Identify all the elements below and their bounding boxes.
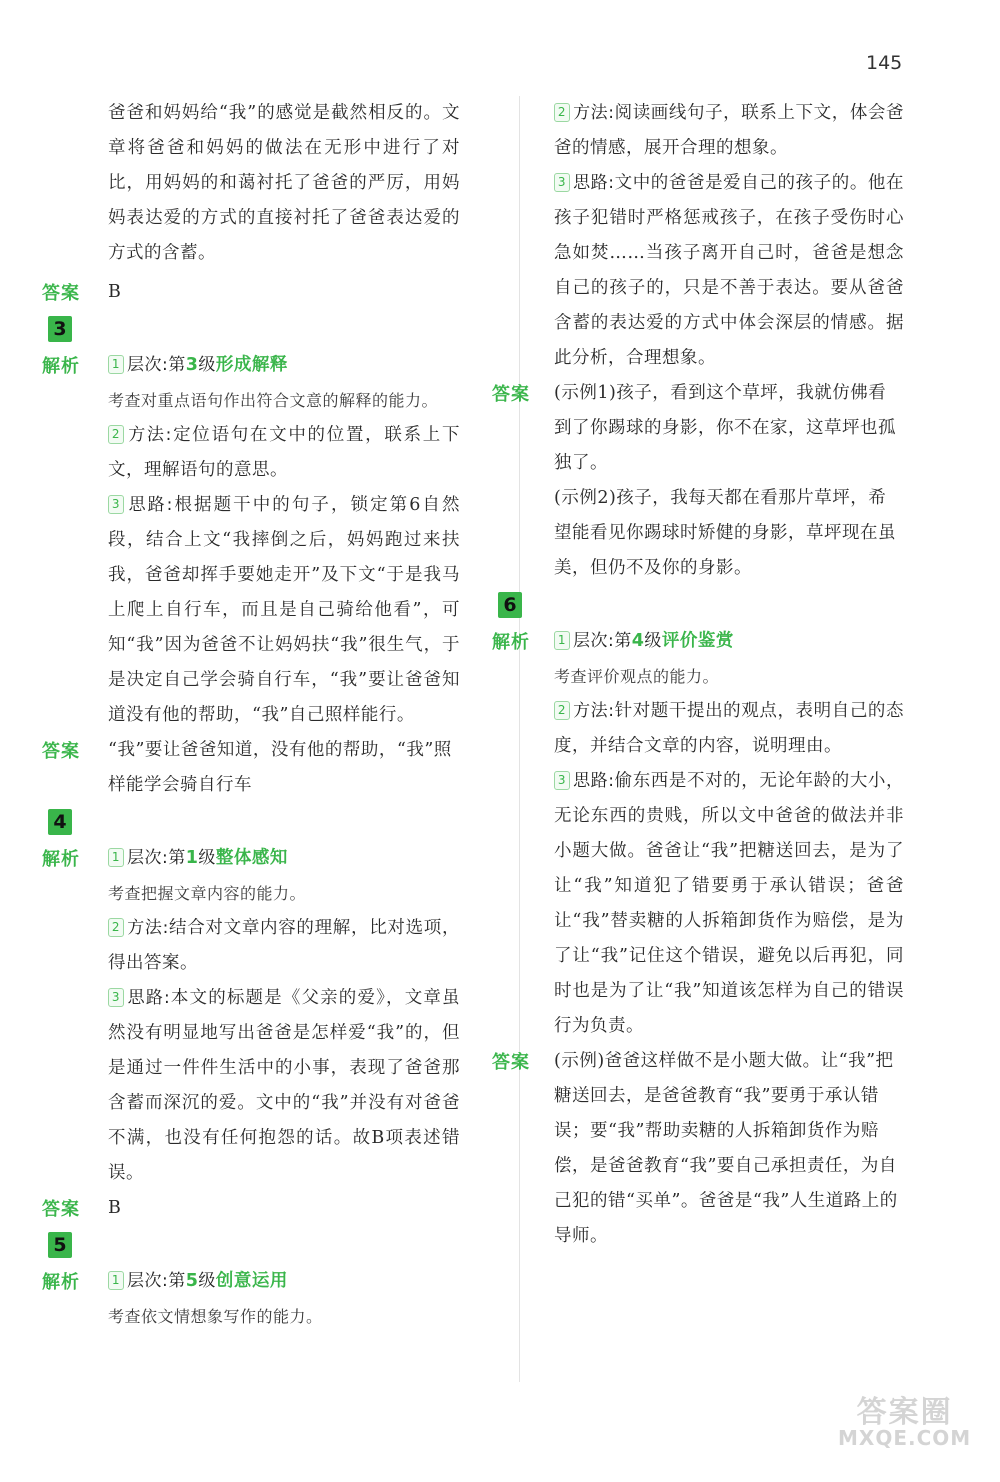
question-3-analysis [42, 348, 460, 733]
question-5-analysis [42, 1264, 460, 1334]
level-name: 整体感知 [215, 848, 288, 868]
answer-text: “我”要让爸爸知道，没有他的帮助，“我”照样能学会骑自行车 [108, 740, 452, 795]
level-number: 3 [185, 355, 199, 375]
answer-label: 答案 [42, 741, 80, 762]
question-4-answer [42, 1191, 460, 1226]
question-number-badge: 5 [48, 1232, 72, 1258]
question-5-answer [492, 376, 904, 586]
step-thinking [554, 166, 904, 376]
question-number-badge: 6 [498, 592, 522, 618]
step-number-icon: 1 [108, 848, 124, 867]
step-thinking-text: 本文的标题是《父亲的爱》，文章虽然没有明显地写出爸爸是怎样爱“我”的，但是通过一件件生活中的小事，表现了爸爸那含蓄而深沉的爱。文中的“我”并没有对爸爸不满，也没有任何抱怨的话。故B项表述错误。 [108, 988, 461, 1183]
step-level-text: 考查对重点语句作出符合文意的解释的能力。 [108, 391, 439, 410]
step-label: 方法: [573, 701, 615, 721]
step-method [108, 418, 460, 488]
step-number-icon: 2 [554, 701, 570, 720]
step-label: 方法: [127, 918, 169, 938]
step-number-icon: 2 [108, 425, 124, 444]
step-label: 层次: [127, 355, 169, 375]
step-thinking-text: 偷东西是不对的，无论年龄的大小，无论东西的贵贱，所以文中爸爸的做法并非小题大做。爸爸让“我”把糖送回去，是为了让“我”知道犯了错要勇于承认错误；爸爸让“我”替卖糖的人拆箱卸货作为赔偿，是为了让“我”记住这个错误，避免以后再犯，同时也是为了让“我”知道该怎样为自己的错误行为负责。 [554, 771, 905, 1036]
step-number-icon: 2 [108, 918, 124, 937]
level-name: 形成解释 [215, 355, 288, 375]
page-number: 145 [866, 52, 903, 74]
question-6-analysis [492, 624, 904, 1044]
analysis-label: 解析 [42, 849, 80, 870]
watermark-en: MXQE.COM [838, 1426, 972, 1450]
answer-label: 答案 [42, 283, 80, 304]
level-prefix: 第 [168, 848, 186, 868]
step-label: 层次: [127, 848, 169, 868]
step-level-text: 考查依文情想象写作的能力。 [108, 1307, 323, 1326]
level-name: 创意运用 [215, 1271, 288, 1291]
level-prefix: 第 [168, 1271, 186, 1291]
step-label: 层次: [573, 631, 615, 651]
step-thinking [554, 764, 904, 1044]
step-method-text: 阅读画线句子，联系上下文，体会爸爸的情感，展开合理的想象。 [554, 103, 905, 158]
step-label: 思路: [573, 173, 615, 193]
question-4-analysis [42, 841, 460, 1191]
question-6-badge-row [492, 586, 904, 624]
level-number: 4 [631, 631, 645, 651]
question-3-answer [42, 733, 460, 803]
step-method-text: 针对题干提出的观点，表明自己的态度，并结合文章的内容，说明理由。 [554, 701, 905, 756]
step-number-icon: 1 [108, 355, 124, 374]
step-number-icon: 1 [554, 631, 570, 650]
question-number-badge: 3 [48, 316, 72, 342]
question-4-badge-row [42, 803, 460, 841]
intro-paragraph-block [42, 96, 460, 271]
step-number-icon: 3 [554, 771, 570, 790]
step-level-line [108, 348, 460, 383]
level-suffix: 级 [198, 1271, 216, 1291]
answer-example-1: (示例1)孩子，看到这个草坪，我就仿佛看到了你踢球的身影，你不在家，这草坪也孤独了。 [554, 383, 896, 473]
step-level-text: 考查把握文章内容的能力。 [108, 884, 307, 903]
question-number-badge: 4 [48, 809, 72, 835]
answer-label: 答案 [42, 1199, 80, 1220]
watermark-logo [838, 1395, 972, 1450]
step-label: 方法: [573, 103, 615, 123]
step-thinking [108, 488, 460, 733]
step-number-icon: 2 [554, 103, 570, 122]
answer-example-2: (示例2)孩子，我每天都在看那片草坪，希望能看见你踢球时矫健的身影，草坪现在虽美，但仍不及你的身影。 [554, 488, 896, 578]
step-level-text: 考查评价观点的能力。 [554, 667, 720, 686]
question-5-analysis-cont [492, 96, 904, 376]
answer-block-prev [42, 275, 460, 310]
step-level-line [554, 624, 904, 659]
step-thinking-text: 文中的爸爸是爱自己的孩子的。他在孩子犯错时严格惩戒孩子，在孩子受伤时心急如焚……当孩子离开自己时，爸爸是想念自己的孩子的，只是不善于表达。要从爸爸含蓄的表达爱的方式中体会深层的情感。据此分析，合理想象。 [554, 173, 905, 368]
step-thinking [108, 981, 460, 1191]
step-label: 思路: [127, 988, 171, 1008]
answer-text: (示例)爸爸这样做不是小题大做。让“我”把糖送回去，是爸爸教育“我”要勇于承认错误；要“我”帮助卖糖的人拆箱卸货作为赔偿，是爸爸教育“我”要自己承担责任，为自己犯的错“买单”。爸爸是“我”人生道路上的导师。 [554, 1051, 898, 1246]
left-column [42, 96, 460, 1334]
analysis-label: 解析 [42, 356, 80, 377]
step-number-icon: 3 [108, 988, 124, 1007]
step-method-text: 结合对文章内容的理解，比对选项，得出答案。 [108, 918, 460, 973]
answer-label: 答案 [492, 1052, 530, 1073]
question-6-answer [492, 1044, 904, 1254]
analysis-label: 解析 [42, 1272, 80, 1293]
level-suffix: 级 [644, 631, 662, 651]
step-method [108, 911, 460, 981]
intro-paragraph: 爸爸和妈妈给“我”的感觉是截然相反的。文章将爸爸和妈妈的做法在无形中进行了对比，用妈妈的和蔼衬托了爸爸的严厉，用妈妈表达爱的方式的直接衬托了爸爸表达爱的方式的含蓄。 [108, 103, 460, 263]
step-method [554, 694, 904, 764]
step-number-icon: 1 [108, 1271, 124, 1290]
level-suffix: 级 [198, 355, 216, 375]
step-label: 层次: [127, 1271, 169, 1291]
step-label: 思路: [127, 495, 173, 515]
answer-text: B [108, 282, 122, 302]
level-suffix: 级 [198, 848, 216, 868]
step-level-line [108, 841, 460, 876]
level-prefix: 第 [614, 631, 632, 651]
step-number-icon: 3 [554, 173, 570, 192]
answer-label: 答案 [492, 384, 530, 405]
level-name: 评价鉴赏 [661, 631, 734, 651]
watermark-cn: 答案圈 [856, 1395, 953, 1430]
answer-text: B [108, 1198, 122, 1218]
step-label: 方法: [127, 425, 172, 445]
level-prefix: 第 [168, 355, 186, 375]
analysis-label: 解析 [492, 632, 530, 653]
step-number-icon: 3 [108, 495, 124, 514]
level-number: 5 [185, 1271, 199, 1291]
step-thinking-text: 根据题干中的句子，锁定第6自然段，结合上文“我摔倒之后，妈妈跑过来扶我，爸爸却挥手要她走开”及下文“于是我马上爬上自行车，而且是自己骑给他看”，可知“我”因为爸爸不让妈妈扶“我”很生气，于是决定自己学会骑自行车，“我”要让爸爸知道没有他的帮助，“我”自己照样能行。 [108, 495, 460, 725]
step-method [554, 96, 904, 166]
step-level-line [108, 1264, 460, 1299]
right-column [492, 96, 904, 1254]
step-method-text: 定位语句在文中的位置，联系上下文，理解语句的意思。 [108, 425, 460, 480]
question-3-badge-row [42, 310, 460, 348]
question-5-badge-row [42, 1226, 460, 1264]
level-number: 1 [185, 848, 199, 868]
step-label: 思路: [573, 771, 615, 791]
